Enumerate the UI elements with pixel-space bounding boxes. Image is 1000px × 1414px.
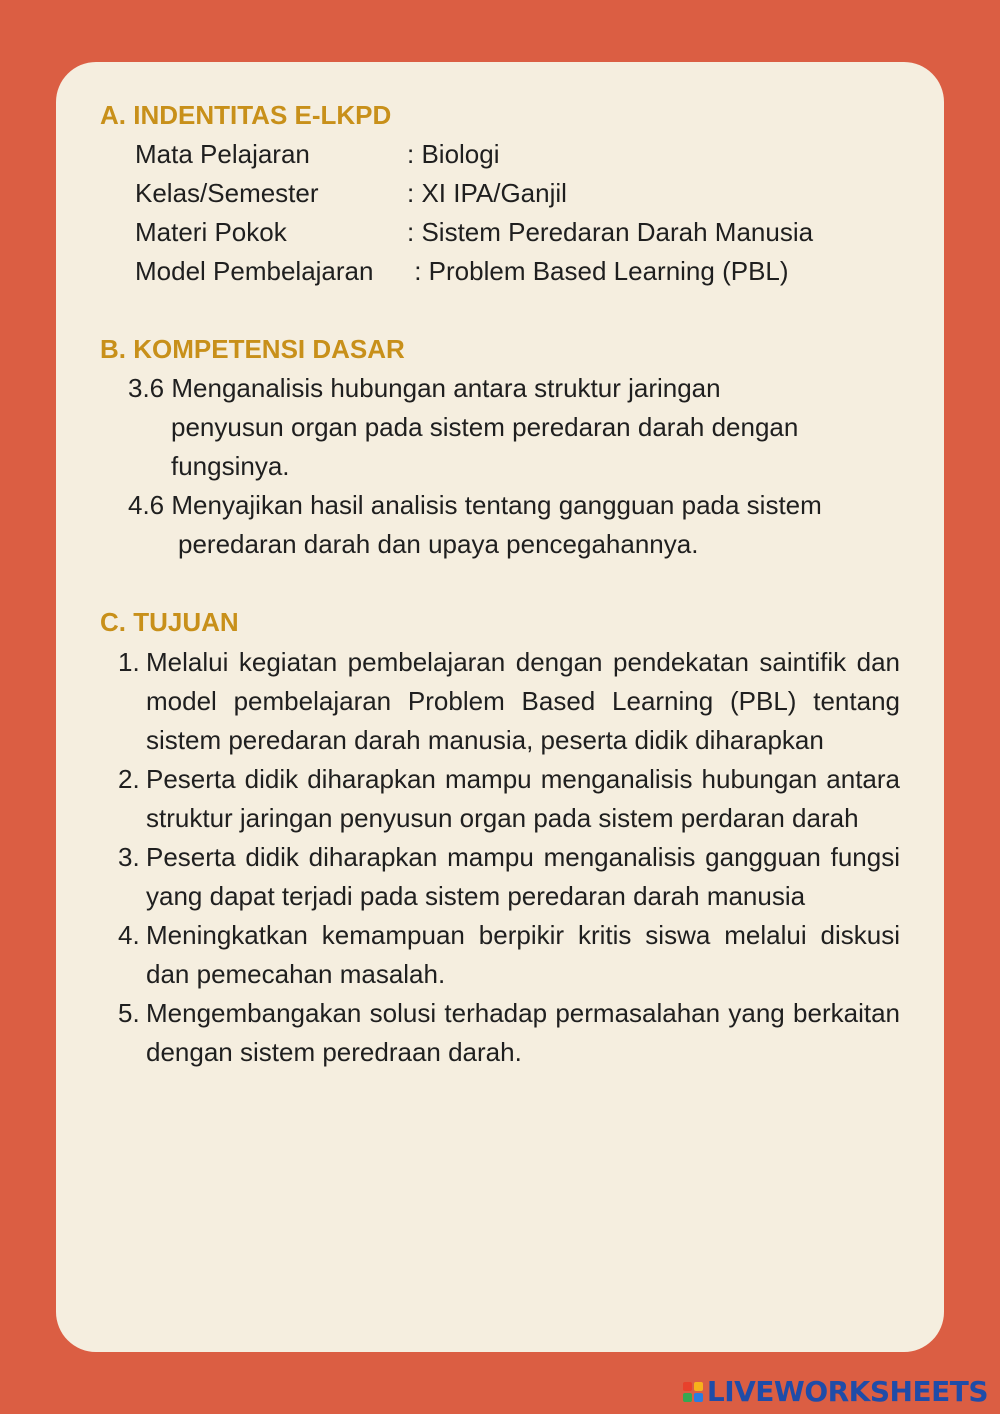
competency-line: penyusun organ pada sistem peredaran darah dengan	[171, 412, 799, 442]
logo-square	[694, 1393, 703, 1402]
logo-square	[694, 1382, 703, 1391]
identity-row-class	[135, 174, 567, 213]
liveworksheets-mark-icon	[683, 1382, 703, 1402]
goal-number: 5.	[118, 998, 140, 1028]
identity-value: : Sistem Peredaran Darah Manusia	[407, 217, 814, 247]
goal-item	[118, 643, 900, 760]
logo-square	[683, 1382, 692, 1391]
section-a-title: A. INDENTITAS E-LKPD	[100, 100, 392, 130]
identity-label: Model Pembelajaran	[135, 256, 374, 286]
section-c-title: C. TUJUAN	[100, 607, 239, 637]
identity-label: Kelas/Semester	[135, 178, 319, 208]
goal-item	[118, 994, 900, 1072]
goals-list	[118, 643, 900, 1072]
goal-number: 1.	[118, 647, 140, 677]
goal-text: Melalui kegiatan pembelajaran dengan pendekatan saintifik dan model pembelajaran Problem Based Learning (PBL) tentang sistem peredaran darah manusia, peserta didik diharapkan	[146, 647, 900, 755]
goal-number: 4.	[118, 920, 140, 950]
goal-item	[118, 916, 900, 994]
goal-text: Meningkatkan kemampuan berpikir kritis siswa melalui diskusi dan pemecahan masalah.	[146, 920, 900, 989]
goal-number: 3.	[118, 842, 140, 872]
goal-text: Mengembangakan solusi terhadap permasalahan yang berkaitan dengan sistem peredraan darah.	[146, 998, 900, 1067]
identity-row-topic	[135, 213, 813, 252]
section-b-title: B. KOMPETENSI DASAR	[100, 334, 405, 364]
competency-line: 4.6 Menyajikan hasil analisis tentang gangguan pada sistem	[128, 490, 822, 520]
competency-line: fungsinya.	[171, 451, 290, 481]
competency-line: 3.6 Menganalisis hubungan antara struktur jaringan	[128, 373, 721, 403]
goal-text: Peserta didik diharapkan mampu menganalisis gangguan fungsi yang dapat terjadi pada sistem peredaran darah manusia	[146, 842, 900, 911]
competency-item-4-6	[128, 486, 822, 564]
identity-value: : Biologi	[407, 139, 500, 169]
identity-value: : Problem Based Learning (PBL)	[407, 256, 789, 286]
identity-row-model	[135, 252, 789, 291]
identity-label: Mata Pelajaran	[135, 139, 310, 169]
competency-item-3-6	[128, 369, 798, 486]
goal-item	[118, 760, 900, 838]
goal-number: 2.	[118, 764, 140, 794]
liveworksheets-logo	[683, 1375, 988, 1408]
goal-text: Peserta didik diharapkan mampu menganalisis hubungan antara struktur jaringan penyusun organ pada sistem perdaran darah	[146, 764, 900, 833]
identity-row-subject	[135, 135, 500, 174]
logo-square	[683, 1393, 692, 1402]
liveworksheets-wordmark: LIVEWORKSHEETS	[706, 1375, 988, 1408]
goal-item	[118, 838, 900, 916]
competency-line: peredaran darah dan upaya pencegahannya.	[178, 529, 699, 559]
identity-label: Materi Pokok	[135, 217, 287, 247]
identity-value: : XI IPA/Ganjil	[407, 178, 567, 208]
